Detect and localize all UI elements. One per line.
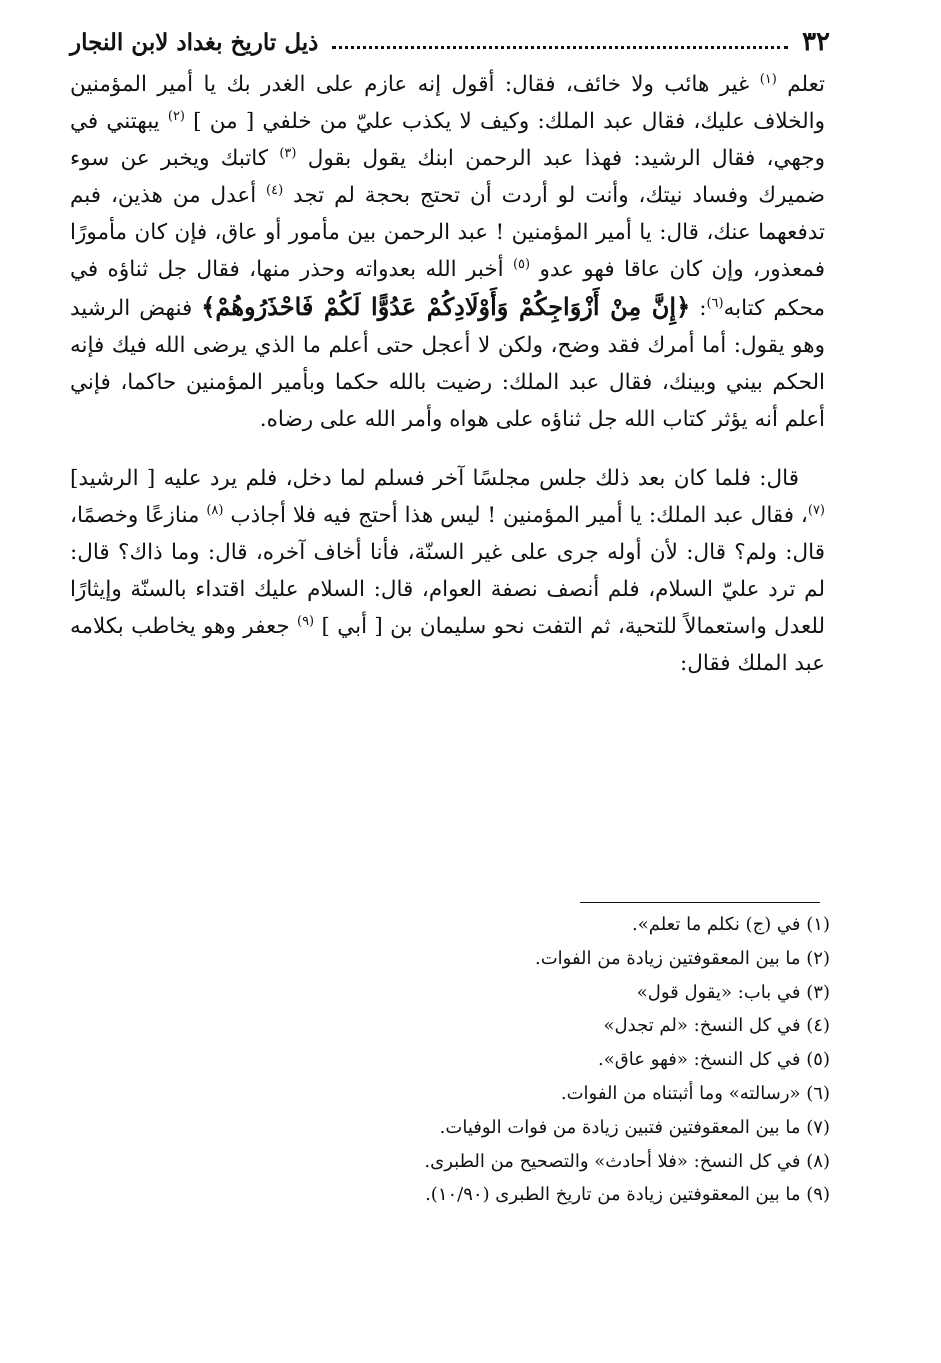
footnote-ref-1: (١) bbox=[759, 71, 777, 87]
footnote-6: (٦) «رسالته» وما أثبتناه من الفوات. bbox=[560, 1082, 830, 1104]
footnotes-list bbox=[300, 908, 830, 1212]
text-run: غير هائب ولا خائف، فقال: أقول إنه عازم على الغدر بك يا أمير المؤمنين والخلاف عليك، فقال عبد الملك: وكيف لا يكذب عليّ من خلفي [ من ] bbox=[70, 72, 825, 134]
footnote-ref-9: (٩) bbox=[296, 613, 315, 629]
footnote-2: (٢) ما بين المعقوفتين زيادة من الفوات. bbox=[534, 947, 830, 969]
text-run: منازعًا وخصمًا، قال: ولم؟ قال: لأن أوله جرى على غير السنّة، فأنا أخاف آخره، قال: وما ذاك؟ قال: لم ترد عليّ السلام، فلم أنصف نصفة العوام، قال: السلام عليك اقتداء بالسنّة وإيثارًا للعدل واستعمالاً للتحية، ثم التفت نحو سليمان بن [ أبي ] bbox=[70, 503, 825, 639]
footnote-ref-2: (٢) bbox=[167, 108, 185, 124]
footnote-7: (٧) ما بين المعقوفتين فتبين زيادة من فوات الوفيات. bbox=[439, 1116, 830, 1138]
header-dot-leader bbox=[332, 46, 788, 49]
text-run: ، فقال عبد الملك: يا أمير المؤمنين ! ليس هذا أحتج فيه فلا أجاذب bbox=[223, 503, 808, 528]
text-run: قال: فلما كان بعد ذلك جلس مجلسًا آخر فسلم لما دخل، فلم يرد عليه [ الرشيد] bbox=[70, 466, 799, 491]
text-run: جعفر وهو يخاطب بكلامه عبد الملك فقال: bbox=[70, 614, 825, 676]
quran-verse: ﴿إِنَّ مِنْ أَزْوَاجِكُمْ وَأَوْلَادِكُمْ عَدُوًّا لَكُمْ فَاحْذَرُوهُمْ﴾ bbox=[201, 292, 691, 321]
paragraph-2 bbox=[70, 460, 825, 682]
text-run: أعدل من هذين، فبم تدفعهما عنك، قال: يا أمير المؤمنين ! عبد الرحمن بين مأمور أو عاق، فإن كان مأمورًا فمعذور، وإن كان عاقا فهو عدو bbox=[70, 183, 826, 282]
paragraph-1 bbox=[70, 66, 825, 438]
page-number: ٣٢ bbox=[802, 27, 830, 57]
main-text bbox=[70, 66, 825, 682]
running-title: ذيل تاريخ بغداد لابن النجار bbox=[70, 28, 319, 56]
footnote-ref-8: (٨) bbox=[206, 502, 224, 518]
footnote-1: (١) في (ج) نكلم ما تعلم». bbox=[632, 914, 830, 935]
footnote-9: (٩) ما بين المعقوفتين زيادة من تاريخ الطبرى (١٠/٩٠). bbox=[425, 1184, 830, 1206]
footnote-5: (٥) في كل النسخ: «فهو عاق». bbox=[598, 1049, 830, 1071]
footnote-ref-6: (٦) bbox=[706, 295, 724, 311]
footnote-ref-5: (٥) bbox=[512, 256, 531, 272]
running-header bbox=[70, 22, 830, 62]
footnote-3: (٣) في باب: «يقول قول» bbox=[636, 981, 830, 1003]
footnote-8: (٨) في كل النسخ: «فلا أحادث» والتصحيح من الطبرى. bbox=[424, 1150, 830, 1172]
footnote-ref-7: (٧) bbox=[807, 502, 825, 518]
footnote-ref-3: (٣) bbox=[279, 145, 297, 161]
footnote-separator bbox=[580, 902, 820, 903]
text-run: أخبر الله بعدواته وحذر منها، فقال جل ثناؤه في محكم كتابه bbox=[70, 257, 825, 321]
text-run: كاتبك ويخبر عن سوء ضميرك وفساد نيتك، وأنت لو أردت أن تحتج بحجة لم تجد bbox=[70, 146, 825, 208]
text-run: فنهض الرشيد وهو يقول: أما أمرك فقد وضح، ولكن لا أعجل حتى أعلم ما الذي يرضى الله فيك فإنه الحكم بيني وبينك، فقال عبد الملك: رضيت بالله حكما وبأمير المؤمنين حاكما، فإني أعلم أنه يؤثر كتاب الله جل ثناؤه على هواه وأمر الله على رضاه. bbox=[70, 296, 825, 432]
footnote-4: (٤) في كل النسخ: «لم تجدل» bbox=[603, 1015, 830, 1037]
text-run: : bbox=[690, 296, 707, 321]
footnote-ref-4: (٤) bbox=[266, 182, 284, 198]
text-run: يبهتني في وجهي، فقال الرشيد: فهذا عبد الرحمن ابنك يقول بقول bbox=[70, 109, 825, 171]
text-run: تعلم bbox=[776, 72, 826, 97]
